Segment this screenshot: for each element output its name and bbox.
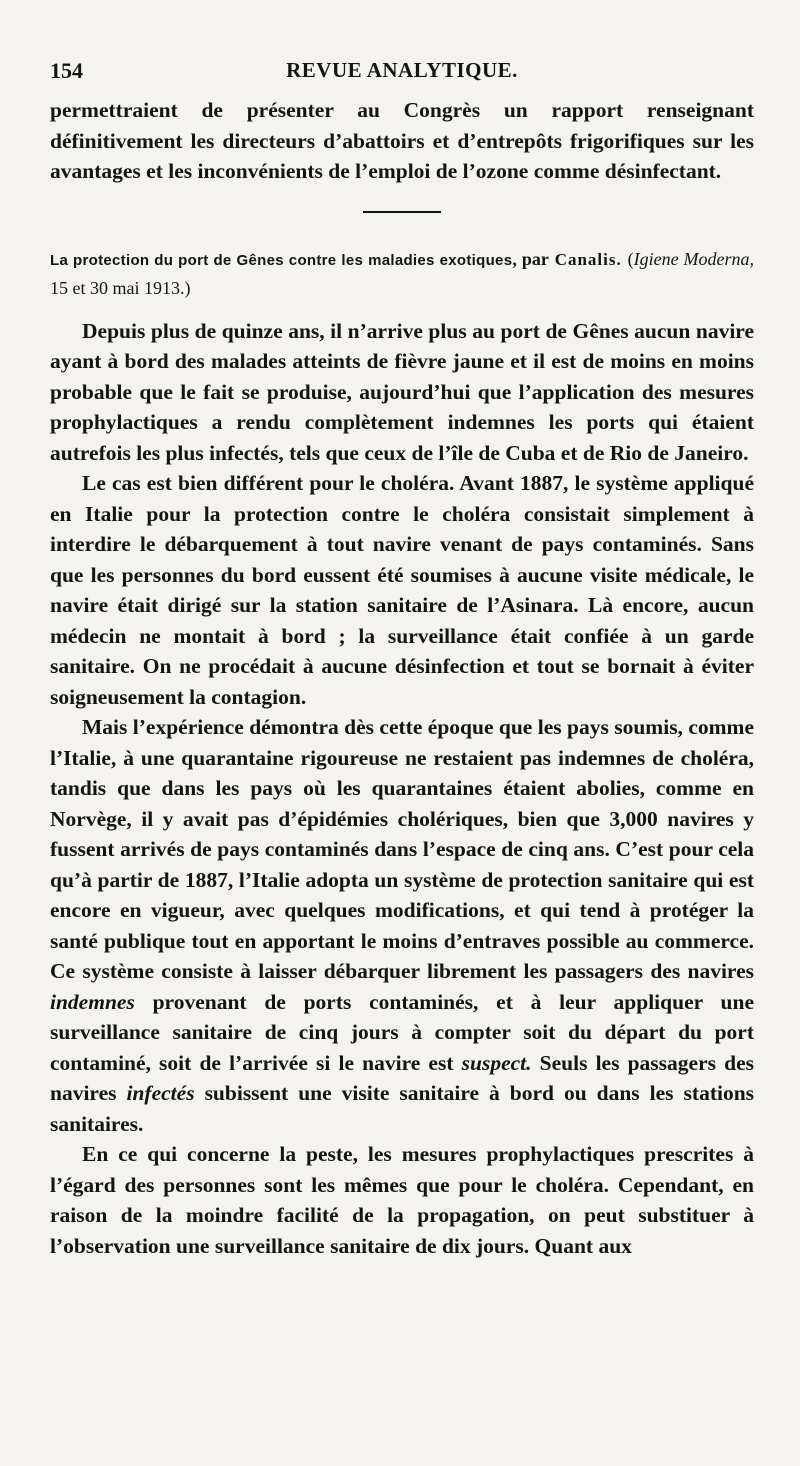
- paragraph-1: Depuis plus de quinze ans, il n’arrive plus au port de Gênes aucun navire ayant à bord des malades atteints de fièvre jaune et il est de moins en moins probable que le fait se produise, aujourd’hui que l’application des mesures prophylactiques a rendu complètement indemnes les ports qui étaient autrefois les plus infectés, tels que ceux de l’île de Cuba et de Rio de Janeiro.: [50, 318, 754, 465]
- running-head: REVUE ANALYTIQUE.: [286, 58, 518, 82]
- emphasis-suspect: suspect.: [461, 1050, 532, 1075]
- page-header: [50, 58, 754, 88]
- article-heading: [50, 245, 754, 302]
- emphasis-indemnes: indemnes: [50, 989, 135, 1014]
- source-details: , 15 et 30 mai 1913.): [50, 248, 755, 298]
- paragraph-4: En ce qui concerne la peste, les mesures prophylactiques prescrites à l’égard des personnes sont les mêmes que pour le choléra. Cependant, en raison de la moindre facilité de la propagation, on peut substituer à l’observation une surveillance sanitaire de dix jours. Quant aux: [50, 1142, 754, 1258]
- emphasis-infectes: infectés: [126, 1081, 195, 1105]
- page-number: 154: [50, 58, 83, 83]
- article-title: La protection du port de Gênes contre les maladies exotiques: [50, 251, 513, 269]
- paragraph-3: [50, 712, 754, 1139]
- journal-title: Igiene Moderna: [633, 248, 750, 269]
- paragraph-2: Le cas est bien différent pour le choléra. Avant 1887, le système appliqué en Italie pour la protection contre le choléra consistait simplement à interdire le débarquement à tout navire venant de pays contaminés. Sans que les personnes du bord eussent été soumises à aucune visite médicale, le navire était dirigé sur la station sanitaire de l’Asinara. Là encore, aucun médecin ne montait à bord ; la surveillance était confiée à un garde sanitaire. On ne procédait à aucune désinfection et tout se bornait à éviter soigneusement la contagion.: [50, 471, 754, 709]
- intro-paragraph: permettraient de présenter au Congrès un rapport renseignant définitivement les directeurs d’abattoirs et d’entrepôts frigorifiques sur les avantages et les inconvénients de l’emploi de l’ozone comme désinfectant.: [50, 98, 754, 183]
- paragraph-3-part-a: Mais l’expérience démontra dès cette époque que les pays soumis, comme l’Italie, à une quarantaine rigoureuse ne restaient pas indemnes de choléra, tandis que dans les pays où les quarantaines étaient abolies, comme en Norvège, il y avait pas d’épidémies cholériques, bien que 3,000 navires y fussent arrivés de pays contaminés dans l’espace de cinq ans. C’est pour cela qu’à partir de 1887, l’Italie adopta un système de protection sanitaire qui est encore en vigueur, avec quelques modifications, et qui tend à protéger la santé publique tout en apportant le moins d’entraves possible au commerce. Ce système consiste à laisser débarquer librement les passagers des navires: [50, 715, 754, 983]
- paragraph-3-part-b: provenant de ports contaminés, et à leur appliquer une surveillance sanitaire de cinq jours à compter soit du départ du port contaminé, soit de l’arrivée si le navire est: [50, 989, 754, 1075]
- paragraph-3-part-d: subissent une visite sanitaire à bord ou dans les stations sanitaires.: [50, 1081, 755, 1136]
- article-author: Canalis.: [554, 249, 622, 269]
- body-text: [50, 95, 754, 1261]
- paragraph-3-part-c: Seuls les passagers des navires: [50, 1050, 754, 1105]
- article-by: , par: [512, 248, 549, 269]
- source-open: (: [627, 248, 634, 269]
- section-divider: [363, 211, 441, 213]
